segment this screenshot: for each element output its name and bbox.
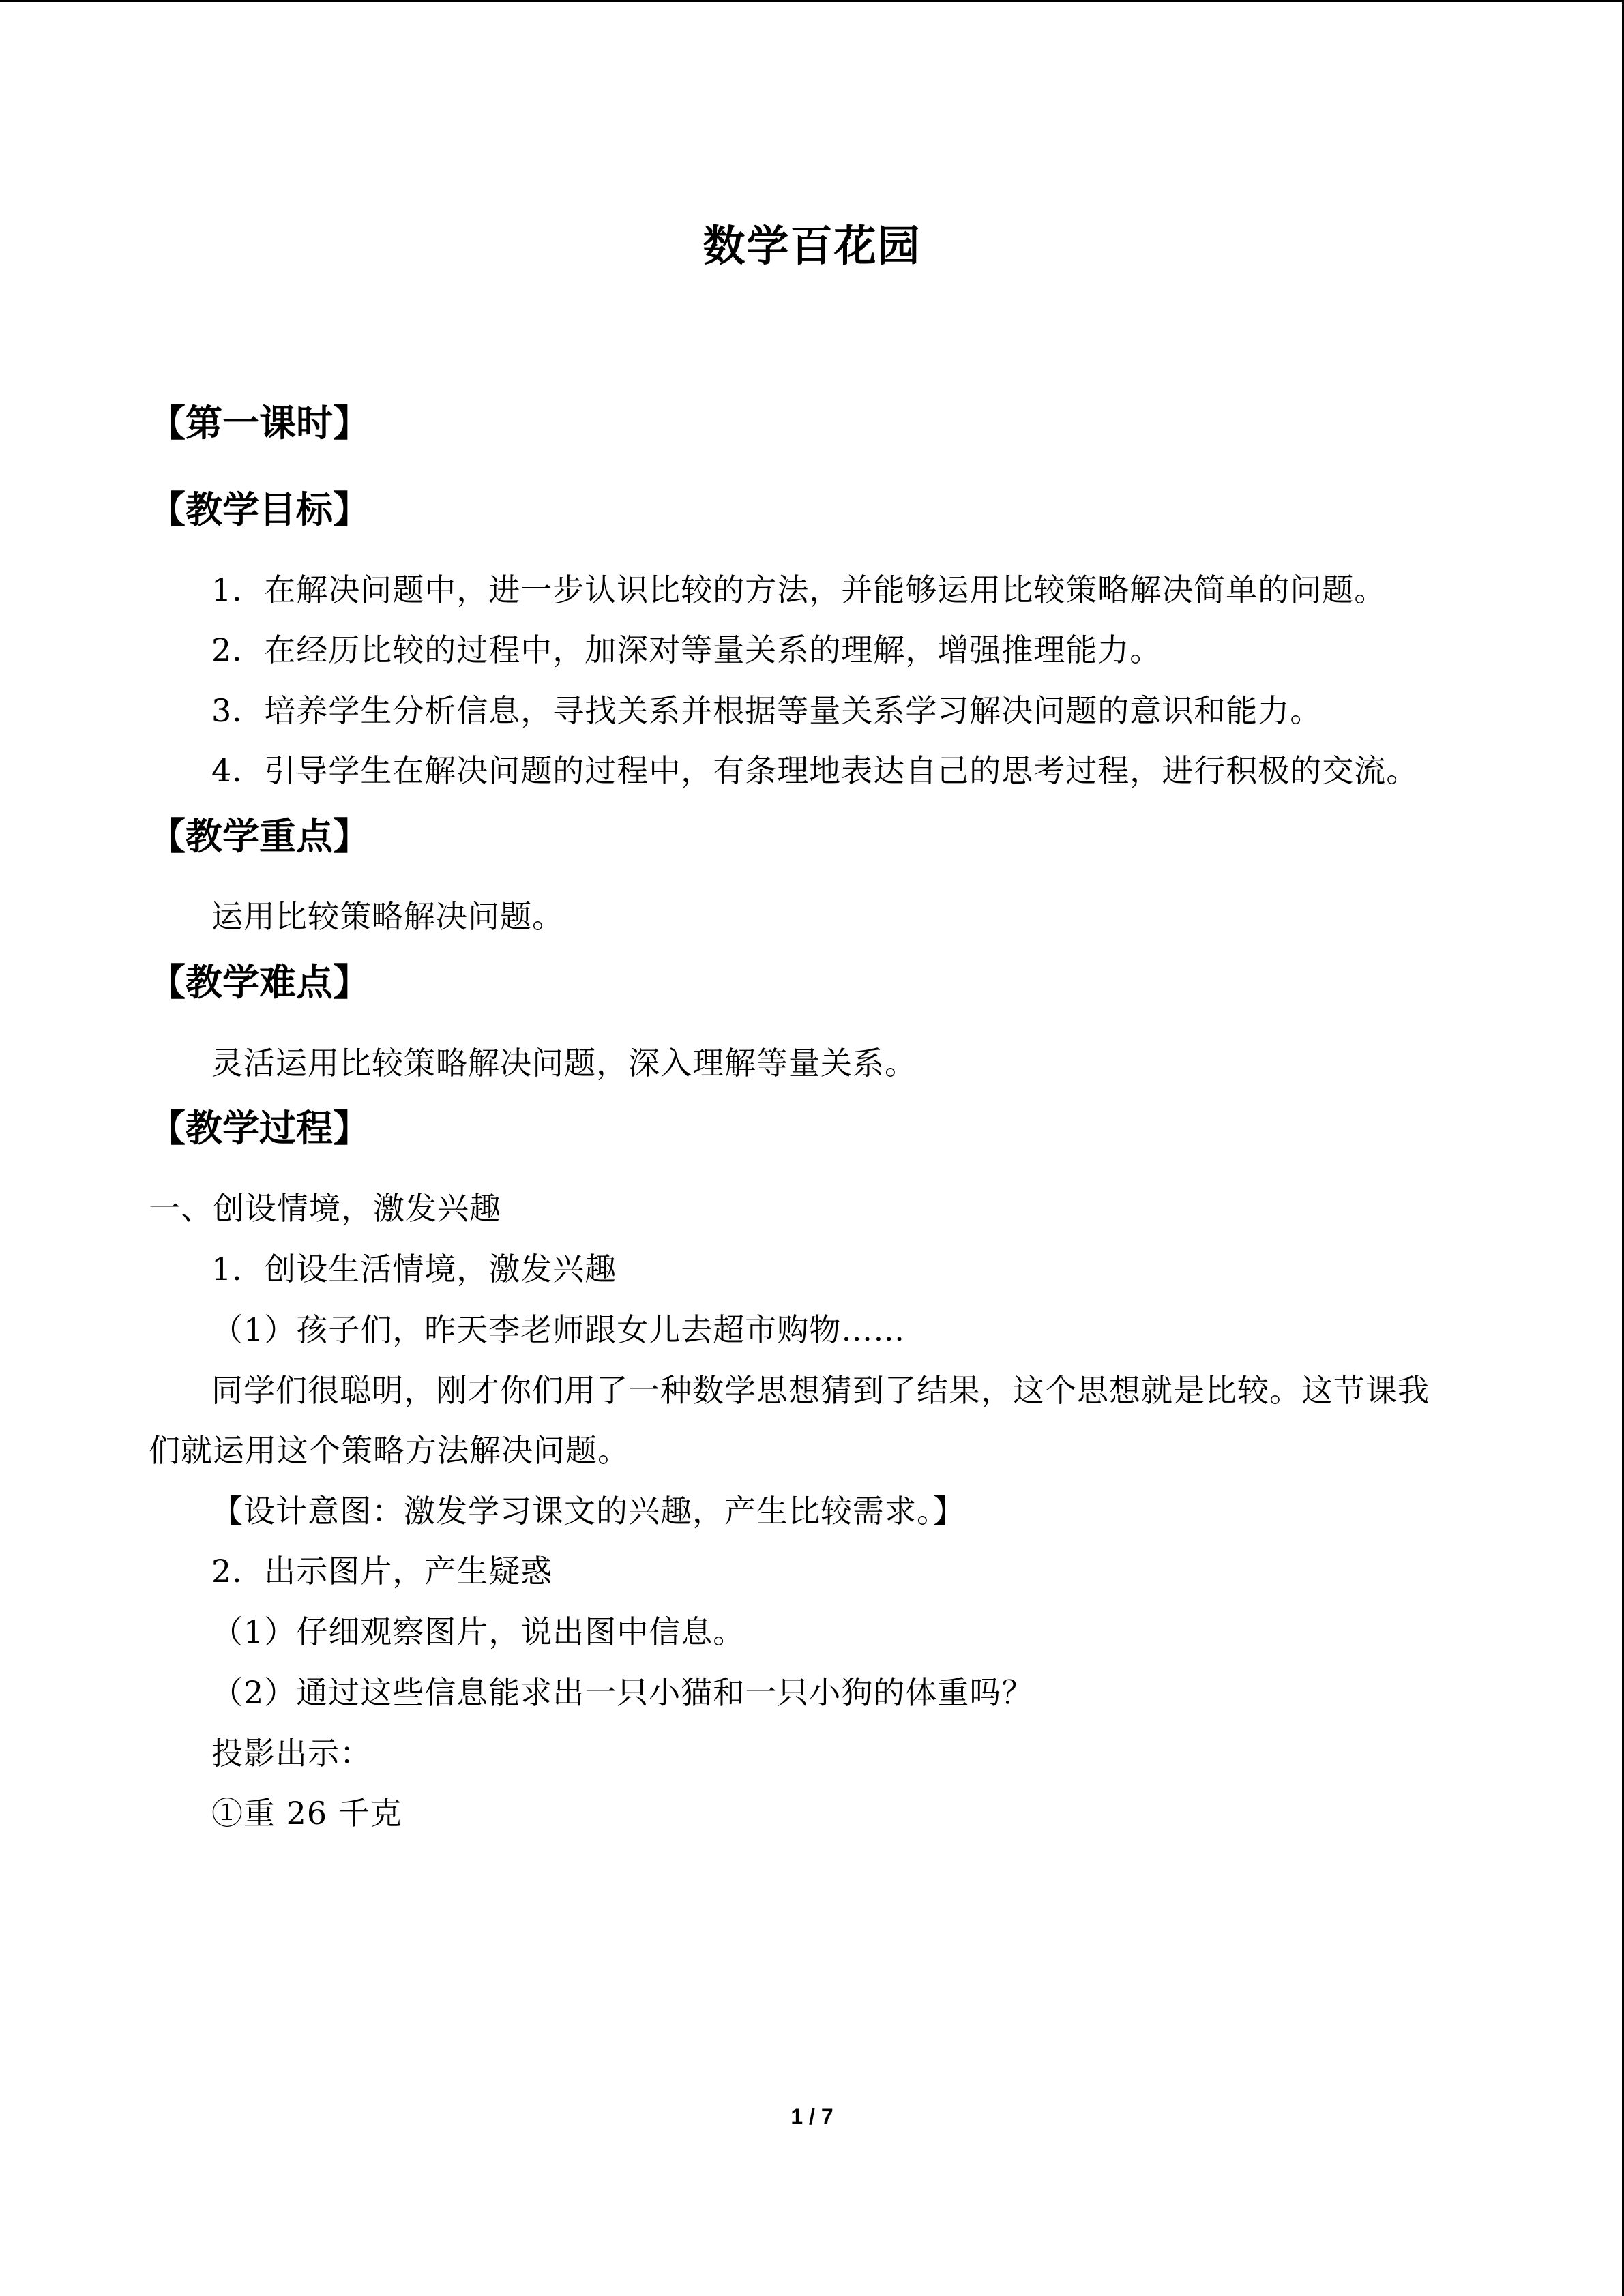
objective-item-2: 2．在经历比较的过程中，加深对等量关系的理解，增强推理能力。 <box>211 631 1162 668</box>
paragraph-line-1: 同学们很聪明，刚才你们用了一种数学思想猜到了结果，这个思想就是比较。这节课我 <box>211 1372 1430 1409</box>
paragraph-line-2: 们就运用这个策略方法解决问题。 <box>149 1432 630 1469</box>
projection-label: 投影出示： <box>211 1735 372 1772</box>
page-number: 1 / 7 <box>791 2104 833 2129</box>
document-title: 数学百花园 <box>703 221 921 271</box>
section-1-title: 一、创设情境，激发兴趣 <box>149 1190 501 1227</box>
difficulties-text: 灵活运用比较策略解决问题，深入理解等量关系。 <box>211 1045 917 1082</box>
objectives-heading: 【教学目标】 <box>149 488 370 531</box>
objective-item-3: 3．培养学生分析信息，寻找关系并根据等量关系学习解决问题的意识和能力。 <box>211 692 1323 729</box>
design-intent: 【设计意图：激发学习课文的兴趣，产生比较需求。】 <box>211 1493 965 1530</box>
lesson-heading: 【第一课时】 <box>149 401 370 445</box>
projection-item-1: ①重 26 千克 <box>211 1795 402 1832</box>
objective-item-1: 1．在解决问题中，进一步认识比较的方法，并能够运用比较策略解决简单的问题。 <box>211 571 1387 608</box>
key-points-text: 运用比较策略解决问题。 <box>211 898 564 935</box>
key-points-heading: 【教学重点】 <box>149 814 370 858</box>
step-1-sub-1: （1）孩子们，昨天李老师跟女儿去超市购物…… <box>211 1311 906 1348</box>
step-2-title: 2．出示图片，产生疑惑 <box>211 1553 553 1590</box>
process-heading: 【教学过程】 <box>149 1106 370 1150</box>
step-1-title: 1．创设生活情境，激发兴趣 <box>211 1251 617 1287</box>
step-2-sub-2: （2）通过这些信息能求出一只小猫和一只小狗的体重吗？ <box>211 1674 1034 1711</box>
step-2-sub-1: （1）仔细观察图片，说出图中信息。 <box>211 1613 745 1650</box>
difficulties-heading: 【教学难点】 <box>149 960 370 1004</box>
objective-item-4: 4．引导学生在解决问题的过程中，有条理地表达自己的思考过程，进行积极的交流。 <box>211 752 1419 789</box>
